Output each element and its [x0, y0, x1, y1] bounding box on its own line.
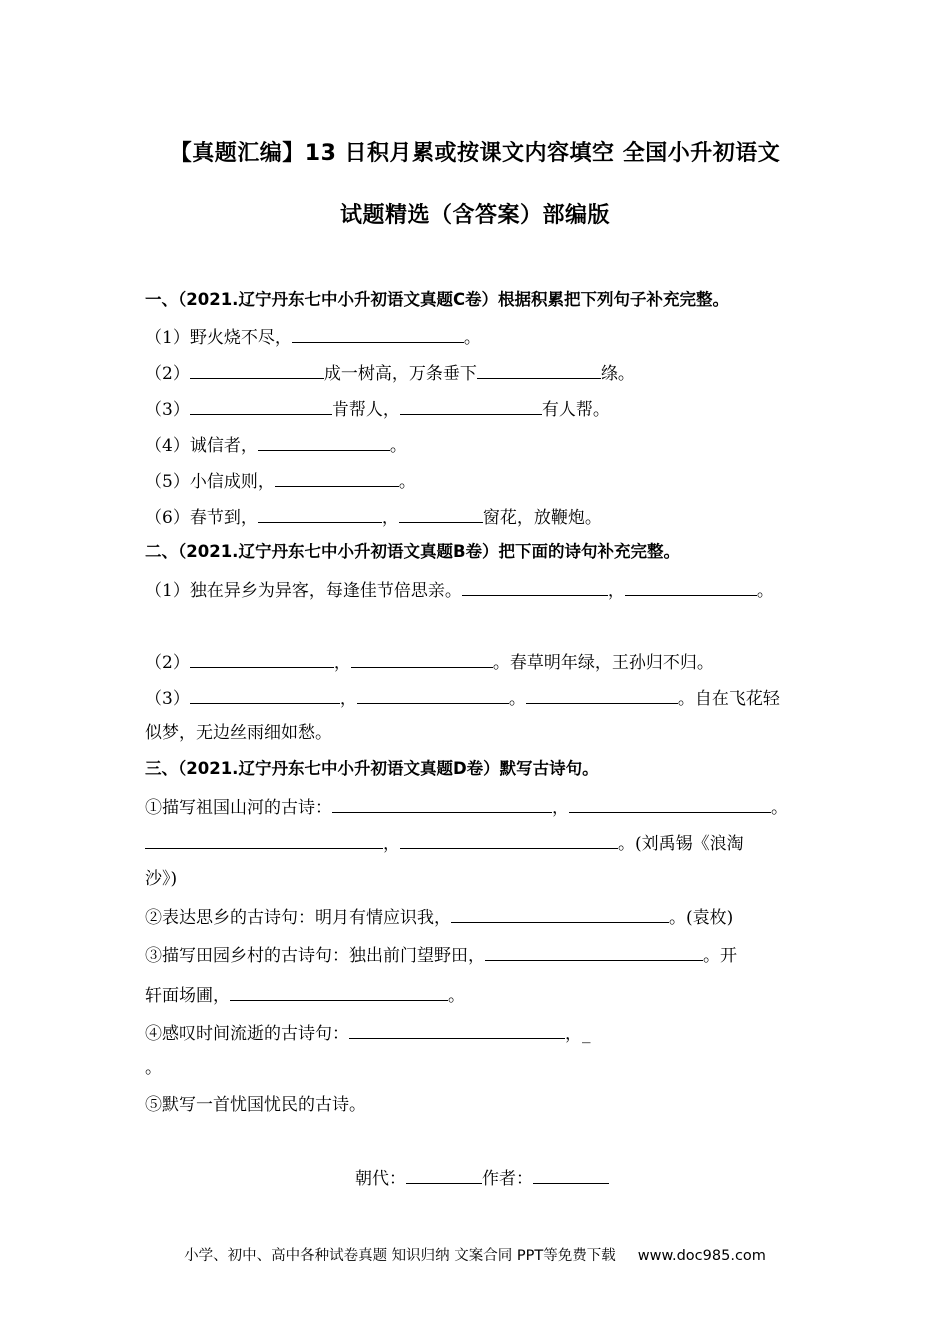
answer-blank[interactable] [477, 361, 601, 379]
s1-q3-text: （3） [145, 400, 190, 420]
s2-question-1 [145, 578, 774, 602]
s3-i1-source: 。(刘禹锡《浪淘 [618, 834, 744, 854]
s3-i1-sep2: 。 [771, 798, 788, 818]
s3-item-4 [145, 1021, 591, 1045]
s3-i2-end: 。(袁枚) [669, 908, 734, 928]
s3-i3-cont: 轩面场圃， [145, 986, 230, 1006]
s3-item-1-line2 [145, 831, 744, 855]
answer-blank[interactable] [190, 361, 324, 379]
s1-q5-end: 。 [398, 472, 416, 492]
author-blank[interactable] [533, 1166, 609, 1184]
answer-blank[interactable] [400, 397, 542, 415]
s1-q6-text: （6）春节到， [145, 508, 258, 528]
s2-question-3-cont: 似梦，无边丝雨细如愁。 [145, 723, 332, 743]
s3-item-4-line2: 。 [145, 1058, 162, 1078]
s3-item-3-line2 [145, 983, 465, 1007]
s1-q6-mid: ， [381, 508, 399, 528]
section1-heading: 一、（2021.辽宁丹东七中小升初语文真题C卷）根据积累把下列句子补充完整。 [145, 290, 730, 309]
s2-q3-text: （3） [145, 689, 190, 709]
s3-i1-sep3: ， [383, 834, 400, 854]
s3-i3-text: ③描写田园乡村的古诗句：独出前门望野田， [145, 946, 485, 966]
s1-question-1 [145, 325, 481, 349]
s2-question-3 [145, 686, 780, 710]
s1-question-5 [145, 469, 416, 493]
s2-q2-mid: ， [333, 653, 351, 673]
s3-item-5: ⑤默写一首忧国忧民的古诗。 [145, 1095, 366, 1115]
page-title-line2: 试题精选（含答案）部编版 [339, 203, 610, 228]
answer-blank[interactable] [190, 397, 332, 415]
s1-q3-end: 有人帮。 [541, 400, 610, 420]
answer-blank[interactable] [399, 505, 483, 523]
dynasty-author-line [355, 1166, 609, 1190]
s2-q3-sep2: 。 [508, 689, 526, 709]
answer-blank[interactable] [332, 795, 552, 813]
answer-blank[interactable] [462, 578, 608, 596]
page-title-line1: 【真题汇编】13 日积月累或按课文内容填空 全国小升初语文 [169, 141, 781, 166]
s1-q4-end: 。 [389, 436, 407, 456]
dynasty-label: 朝代： [355, 1169, 406, 1189]
answer-blank[interactable] [351, 650, 493, 668]
s3-item-1 [145, 795, 788, 819]
s2-q2-end: 。春草明年绿，王孙归不归。 [492, 653, 714, 673]
answer-blank[interactable] [190, 650, 334, 668]
s1-question-3 [145, 397, 610, 421]
s1-q4-text: （4）诚信者， [145, 436, 258, 456]
s3-item-3 [145, 943, 737, 967]
answer-blank[interactable] [230, 983, 448, 1001]
s1-q1-text: （1）野火烧不尽， [145, 328, 292, 348]
s1-q2-mid: 成一树高，万条垂下 [323, 364, 477, 384]
s2-q1-text: （1）独在异乡为异客，每逢佳节倍思亲。 [145, 581, 462, 601]
answer-blank[interactable] [258, 505, 382, 523]
s1-q2-text: （2） [145, 364, 190, 384]
answer-blank[interactable] [349, 1021, 565, 1039]
answer-blank[interactable] [190, 686, 340, 704]
s2-q3-tail: 。自在飞花轻 [677, 689, 780, 709]
answer-blank[interactable] [451, 905, 669, 923]
s3-i1-sep1: ， [552, 798, 569, 818]
section3-heading: 三、（2021.辽宁丹东七中小升初语文真题D卷）默写古诗句。 [145, 759, 599, 778]
dynasty-blank[interactable] [406, 1166, 482, 1184]
answer-blank[interactable] [625, 578, 757, 596]
s2-q1-mid: ， [607, 581, 625, 601]
answer-blank[interactable] [400, 831, 618, 849]
answer-blank[interactable] [275, 469, 399, 487]
answer-blank[interactable] [357, 686, 509, 704]
s2-q2-text: （2） [145, 653, 190, 673]
footer-text: 小学、初中、高中各种试卷真题 知识归纳 文案合同 PPT等免费下载 [184, 1248, 616, 1264]
s2-q1-end: 。 [756, 581, 774, 601]
section2-heading: 二、（2021.辽宁丹东七中小升初语文真题B卷）把下面的诗句补充完整。 [145, 542, 681, 561]
answer-blank[interactable] [485, 943, 703, 961]
s2-question-2 [145, 650, 714, 674]
page-footer [0, 1244, 950, 1265]
author-label: 作者： [482, 1169, 533, 1189]
footer-site-link[interactable]: www.doc985.com [637, 1248, 766, 1264]
answer-blank[interactable] [145, 831, 383, 849]
s3-i4-sep: ，_ [565, 1024, 591, 1044]
answer-blank[interactable] [292, 325, 464, 343]
s1-question-4 [145, 433, 407, 457]
s1-q1-end: 。 [463, 328, 481, 348]
s3-item-2 [145, 905, 733, 929]
s1-question-2 [145, 361, 635, 385]
s2-q3-sep1: ， [339, 689, 357, 709]
answer-blank[interactable] [569, 795, 771, 813]
s3-i4-text: ④感叹时间流逝的古诗句： [145, 1024, 349, 1044]
s3-i1-text: ①描写祖国山河的古诗： [145, 798, 332, 818]
s1-q6-end: 窗花，放鞭炮。 [482, 508, 602, 528]
s1-q3-mid: 肯帮人， [331, 400, 400, 420]
s3-i3-end: 。 [448, 986, 465, 1006]
s3-i3-mid: 。开 [703, 946, 737, 966]
s3-i2-text: ②表达思乡的古诗句：明月有情应识我， [145, 908, 451, 928]
s1-question-6 [145, 505, 602, 529]
answer-blank[interactable] [526, 686, 678, 704]
s1-q5-text: （5）小信成则， [145, 472, 275, 492]
s3-item-1-line3: 沙》) [145, 869, 178, 889]
s1-q2-end: 绦。 [600, 364, 635, 384]
answer-blank[interactable] [258, 433, 390, 451]
